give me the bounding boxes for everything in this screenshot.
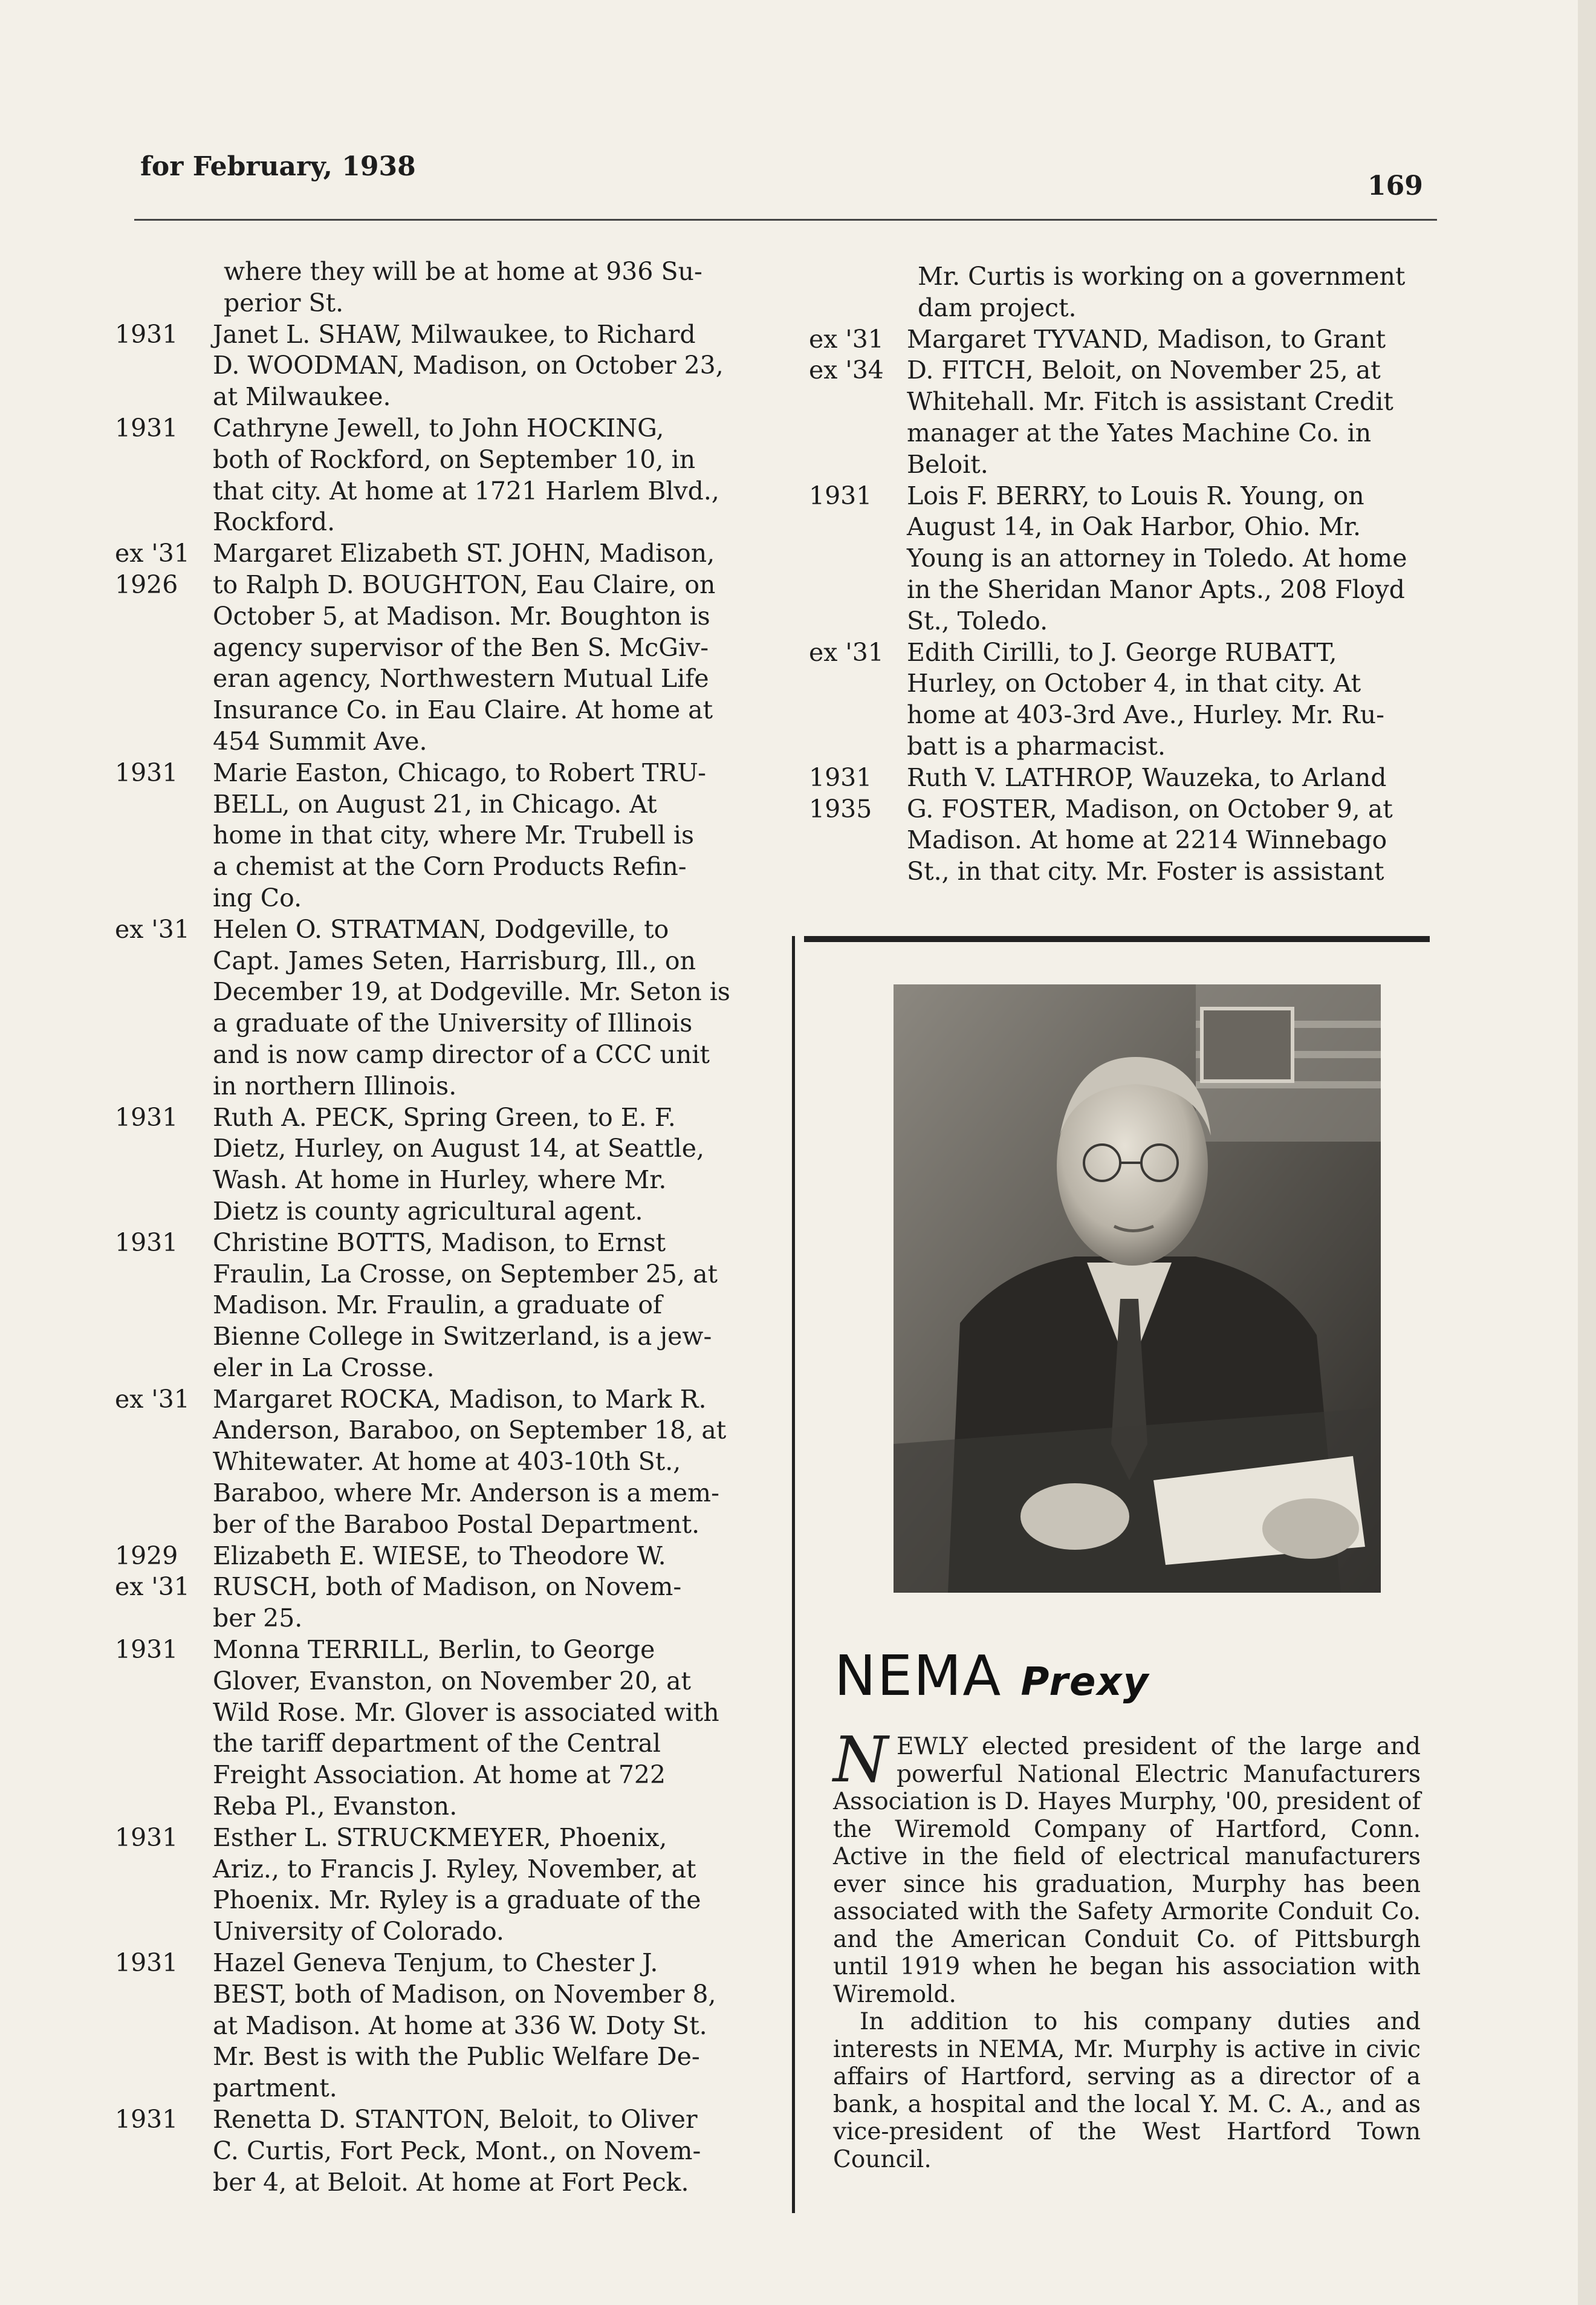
marriage-entry — [115, 256, 744, 319]
marriage-entry — [115, 1948, 744, 2104]
entry-line: Esther L. STRUCKMEYER, Phoenix, — [213, 1822, 667, 1852]
class-year-label: ex '34 — [809, 356, 884, 385]
entry-text — [213, 256, 744, 319]
entry-line: manager at the Yates Machine Co. in — [907, 418, 1372, 447]
class-year-label: 1931 — [115, 1948, 178, 1978]
portrait-photo — [894, 984, 1381, 1593]
entry-line: Hazel Geneva Tenjum, to Chester J. — [213, 1948, 658, 1978]
marriage-entry — [115, 2104, 744, 2198]
entry-line: Cathryne Jewell, to John HOCKING, — [213, 413, 664, 443]
marriage-entry — [809, 481, 1438, 637]
entry-line: Helen O. STRATMAN, Dodgeville, to — [213, 914, 669, 944]
marriage-entry — [115, 1384, 744, 1541]
right-column — [809, 261, 1438, 888]
entry-line: Dietz, Hurley, on August 14, at Seattle, — [213, 1134, 704, 1163]
marriage-entry — [115, 1102, 744, 1227]
entry-line: St., in that city. Mr. Foster is assistant — [907, 857, 1384, 886]
entry-line: Ariz., to Francis J. Ryley, November, at — [213, 1854, 696, 1884]
left-column — [115, 256, 744, 2198]
class-year — [115, 256, 213, 319]
class-year — [115, 538, 213, 758]
entry-text — [907, 637, 1438, 762]
class-year-label: ex '31 — [809, 637, 884, 667]
entry-line: Phoenix. Mr. Ryley is a graduate of the — [213, 1885, 701, 1915]
marriage-entry — [115, 413, 744, 538]
class-year-label: 1935 — [809, 794, 872, 824]
feature-title-main: NEMA — [834, 1643, 1002, 1708]
entry-line: Margaret Elizabeth ST. JOHN, Madison, — [213, 539, 715, 568]
class-year-label: ex '31 — [115, 539, 190, 568]
entry-line: Margaret TYVAND, Madison, to Grant — [907, 324, 1386, 354]
entry-line: BEST, both of Madison, on November 8, — [213, 1979, 716, 2009]
entry-line: Mr. Best is with the Public Welfare De- — [213, 2042, 700, 2072]
entry-text — [213, 1541, 744, 1634]
entry-line: University of Colorado. — [213, 1917, 504, 1946]
entry-text — [213, 538, 744, 758]
class-year-label: 1931 — [115, 319, 178, 349]
marriage-entry — [115, 758, 744, 914]
entry-line: Whitehall. Mr. Fitch is assistant Credit — [907, 387, 1393, 417]
class-year-label: 1931 — [115, 758, 178, 787]
marriage-entry — [115, 1634, 744, 1822]
class-year-label: 1931 — [115, 1635, 178, 1665]
class-year-label: 1929 — [115, 1541, 178, 1570]
entry-line: eran agency, Northwestern Mutual Life — [213, 664, 709, 694]
feature-article — [833, 1723, 1421, 2173]
entry-line: BELL, on August 21, in Chicago. At — [213, 789, 657, 819]
entry-line: agency supervisor of the Ben S. McGiv- — [213, 632, 709, 662]
class-year — [115, 413, 213, 538]
marriage-entry — [115, 1541, 744, 1634]
class-year-label: 1931 — [115, 413, 178, 443]
class-year — [115, 1384, 213, 1541]
entry-line: October 5, at Madison. Mr. Boughton is — [213, 601, 710, 631]
entry-line: Margaret ROCKA, Madison, to Mark R. — [213, 1384, 707, 1414]
entry-line: ing Co. — [213, 883, 302, 912]
entry-line: Lois F. BERRY, to Louis R. Young, on — [907, 481, 1364, 510]
marriage-entry — [115, 1822, 744, 1948]
class-year-label: ex '31 — [115, 1384, 190, 1414]
class-year — [115, 1541, 213, 1634]
entry-line: Bienne College in Switzerland, is a jew- — [213, 1322, 712, 1351]
class-year — [809, 261, 907, 324]
class-year-label: 1931 — [115, 2105, 178, 2134]
entry-line: ber 25. — [213, 1604, 303, 1633]
class-year-label: 1931 — [115, 1822, 178, 1852]
entry-line: Insurance Co. in Eau Claire. At home at — [213, 695, 713, 725]
class-year — [809, 637, 907, 762]
marriage-entry — [809, 324, 1438, 481]
portrait-illustration — [894, 984, 1381, 1593]
entry-line: St., Toledo. — [907, 606, 1048, 636]
drop-cap: N — [833, 1723, 888, 1796]
entry-line: Madison. Mr. Fraulin, a graduate of — [213, 1290, 663, 1320]
class-year-label: ex '31 — [115, 1572, 190, 1602]
class-year — [115, 1227, 213, 1384]
class-year — [115, 2104, 213, 2198]
entry-line: home at 403-3rd Ave., Hurley. Mr. Ru- — [907, 700, 1384, 730]
entry-line: Anderson, Baraboo, on September 18, at — [213, 1416, 727, 1445]
entry-line: in the Sheridan Manor Apts., 208 Floyd — [907, 574, 1405, 604]
class-year-label: 1931 — [115, 1102, 178, 1132]
entry-line: August 14, in Oak Harbor, Ohio. Mr. — [907, 512, 1361, 542]
entry-line: a graduate of the University of Illinois — [213, 1009, 693, 1038]
marriage-entry — [115, 319, 744, 413]
entry-line: Baraboo, where Mr. Anderson is a mem- — [213, 1478, 719, 1508]
entry-text — [213, 1948, 744, 2104]
entry-line: at Milwaukee. — [213, 382, 391, 412]
entry-text — [907, 324, 1438, 481]
entry-text — [213, 914, 744, 1102]
entry-text — [213, 2104, 744, 2198]
class-year-label: 1931 — [115, 1227, 178, 1257]
entry-line: Young is an attorney in Toledo. At home — [907, 544, 1407, 573]
entry-line: Ruth A. PECK, Spring Green, to E. F. — [213, 1102, 676, 1132]
entry-line: both of Rockford, on September 10, in — [213, 444, 696, 474]
entry-line: Christine BOTTS, Madison, to Ernst — [213, 1227, 666, 1257]
entry-line: Hurley, on October 4, in that city. At — [907, 669, 1361, 698]
entry-line: Whitewater. At home at 403-10th St., — [213, 1447, 681, 1477]
entry-line: RUSCH, both of Madison, on Novem- — [213, 1572, 682, 1602]
entry-line: Mr. Curtis is working on a government — [918, 262, 1406, 291]
entry-line: ber 4, at Beloit. At home at Fort Peck. — [213, 2167, 689, 2197]
feature-title — [834, 1643, 1149, 1708]
feature-paragraph-1: EWLY elected president of the large and powerful National Electric Manufacturers Association is D. Hayes Murphy, '00, president of the Wiremold Company of Hartford, Conn. Active in the field of electrical manufacturers ever since his graduation, Murphy has been associated with the Safety Armorite Conduit Co. and the American Conduit Co. of Pittsburgh until 1919 when he began his association with Wiremold. — [833, 1733, 1421, 2008]
marriage-entry — [115, 914, 744, 1102]
entry-line: Janet L. SHAW, Milwaukee, to Richard — [213, 319, 696, 349]
page-number: 169 — [1367, 171, 1423, 201]
entry-line: Beloit. — [907, 449, 988, 479]
entry-line: dam project. — [918, 293, 1077, 322]
entry-line: D. FITCH, Beloit, on November 25, at — [907, 356, 1381, 385]
entry-line: Dietz is county agricultural agent. — [213, 1196, 643, 1226]
feature-title-small: Prexy — [1020, 1660, 1150, 1705]
entry-text — [213, 1822, 744, 1948]
entry-line: Glover, Evanston, on November 20, at — [213, 1666, 692, 1695]
entry-line: ber of the Baraboo Postal Department. — [213, 1509, 700, 1539]
class-year-label — [115, 256, 213, 288]
entry-line: at Madison. At home at 336 W. Doty St. — [213, 2011, 707, 2040]
class-year — [809, 324, 907, 481]
entry-text — [907, 481, 1438, 637]
class-year — [115, 1634, 213, 1822]
marriage-entry — [809, 261, 1438, 324]
entry-line: Renetta D. STANTON, Beloit, to Oliver — [213, 2105, 698, 2134]
entry-line: 454 Summit Ave. — [213, 726, 427, 756]
entry-line: that city. At home at 1721 Harlem Blvd., — [213, 476, 719, 506]
entry-line: batt is a pharmacist. — [907, 731, 1166, 761]
entry-line: perior St. — [224, 288, 344, 317]
class-year-label: 1926 — [115, 570, 178, 599]
running-header: for February, 1938 — [140, 151, 416, 182]
entry-line: the tariff department of the Central — [213, 1729, 661, 1758]
class-year — [115, 319, 213, 413]
entry-line: Rockford. — [213, 507, 336, 537]
entry-line: eler in La Crosse. — [213, 1353, 435, 1382]
entry-line: Ruth V. LATHROP, Wauzeka, to Arland — [907, 762, 1387, 792]
entry-line: and is now camp director of a CCC unit — [213, 1039, 710, 1069]
entry-text — [213, 1102, 744, 1227]
entry-text — [213, 1227, 744, 1384]
marriage-entry — [115, 538, 744, 758]
entry-line: Wild Rose. Mr. Glover is associated with — [213, 1697, 719, 1727]
entry-text — [907, 261, 1438, 324]
feature-paragraph-2: In addition to his company duties and interests in NEMA, Mr. Murphy is active in civic affairs of Hartford, serving as a director of a bank, a hospital and the local Y. M. C. A., and as vice-president of the West Hartford Town Council. — [833, 2008, 1421, 2173]
entry-line: home in that city, where Mr. Trubell is — [213, 821, 695, 850]
header-rule — [134, 219, 1437, 221]
entry-line: where they will be at home at 936 Su- — [224, 257, 702, 286]
entry-line: partment. — [213, 2073, 337, 2103]
class-year — [115, 1948, 213, 2104]
entry-line: Capt. James Seten, Harrisburg, Ill., on — [213, 946, 696, 975]
entry-line: Monna TERRILL, Berlin, to George — [213, 1635, 655, 1665]
entry-line: C. Curtis, Fort Peck, Mont., on Novem- — [213, 2136, 701, 2165]
entry-line: Madison. At home at 2214 Winnebago — [907, 825, 1387, 855]
class-year — [115, 914, 213, 1102]
entry-text — [213, 758, 744, 914]
class-year — [115, 1102, 213, 1227]
entry-line: Freight Association. At home at 722 — [213, 1760, 666, 1790]
entry-line: Wash. At home in Hurley, where Mr. — [213, 1165, 667, 1195]
entry-text — [213, 413, 744, 538]
class-year — [115, 1822, 213, 1948]
class-year-label: ex '31 — [115, 914, 190, 944]
class-year — [809, 762, 907, 888]
class-year-label: ex '31 — [809, 324, 884, 354]
entry-text — [907, 762, 1438, 888]
class-year-label: 1931 — [809, 762, 872, 792]
entry-line: to Ralph D. BOUGHTON, Eau Claire, on — [213, 570, 716, 599]
entry-text — [213, 1384, 744, 1541]
marriage-entry — [115, 1227, 744, 1384]
entry-line: Marie Easton, Chicago, to Robert TRU- — [213, 758, 707, 787]
class-year-label: 1931 — [809, 481, 872, 510]
entry-line: in northern Illinois. — [213, 1071, 457, 1100]
entry-line: Edith Cirilli, to J. George RUBATT, — [907, 637, 1337, 667]
entry-line: D. WOODMAN, Madison, on October 23, — [213, 351, 724, 380]
entry-line: G. FOSTER, Madison, on October 9, at — [907, 794, 1393, 824]
marriage-entry — [809, 762, 1438, 888]
entry-line: Fraulin, La Crosse, on September 25, at — [213, 1259, 718, 1289]
class-year — [115, 758, 213, 914]
class-year — [809, 481, 907, 637]
entry-line: Reba Pl., Evanston. — [213, 1792, 458, 1821]
entry-line: Elizabeth E. WIESE, to Theodore W. — [213, 1541, 666, 1570]
entry-text — [213, 319, 744, 413]
entry-line: a chemist at the Corn Products Refin- — [213, 852, 687, 882]
class-year-label — [809, 261, 907, 293]
marriage-entry — [809, 637, 1438, 762]
entry-text — [213, 1634, 744, 1822]
entry-line: December 19, at Dodgeville. Mr. Seton is — [213, 977, 730, 1007]
